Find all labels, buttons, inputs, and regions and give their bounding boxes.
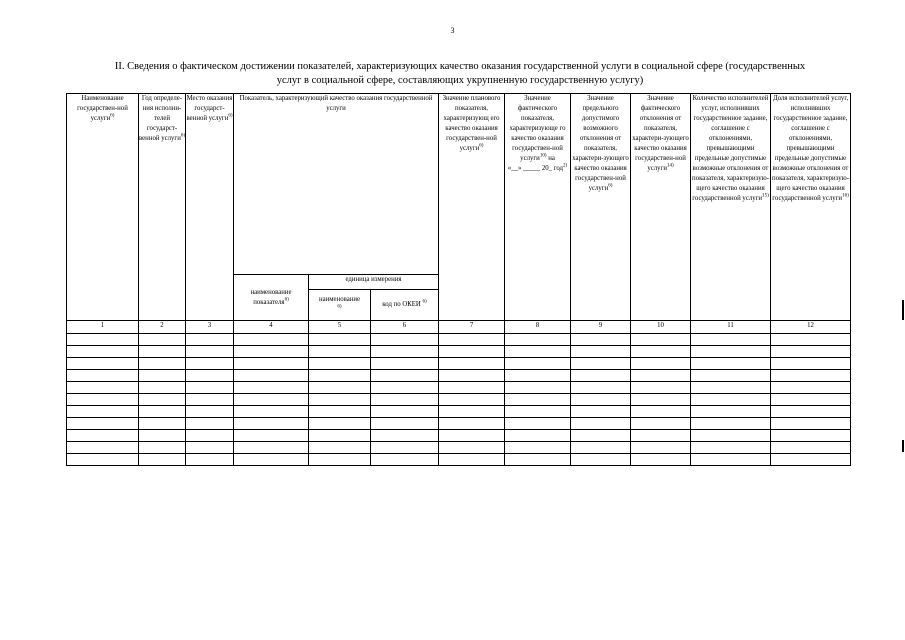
- table-row: [67, 430, 851, 442]
- table-cell[interactable]: [771, 394, 851, 406]
- table-cell[interactable]: [505, 406, 571, 418]
- table-row: [67, 394, 851, 406]
- table-cell[interactable]: [439, 442, 505, 454]
- table-cell[interactable]: [139, 442, 186, 454]
- table-cell[interactable]: [691, 442, 771, 454]
- table-cell[interactable]: [139, 382, 186, 394]
- table-cell[interactable]: [691, 430, 771, 442]
- table-cell[interactable]: [771, 334, 851, 346]
- table-cell[interactable]: [371, 334, 439, 346]
- table-cell[interactable]: [505, 346, 571, 358]
- table-cell[interactable]: [186, 358, 234, 370]
- table-cell[interactable]: [631, 334, 691, 346]
- table-cell[interactable]: [139, 454, 186, 466]
- table-cell[interactable]: [505, 334, 571, 346]
- table-cell[interactable]: [439, 394, 505, 406]
- table-cell[interactable]: [186, 406, 234, 418]
- table-cell[interactable]: [139, 370, 186, 382]
- table-cell[interactable]: [771, 406, 851, 418]
- table-cell[interactable]: [67, 394, 139, 406]
- table-cell[interactable]: [186, 442, 234, 454]
- table-cell[interactable]: [309, 334, 371, 346]
- table-cell[interactable]: [186, 430, 234, 442]
- table-cell[interactable]: [139, 334, 186, 346]
- table-cell[interactable]: [571, 442, 631, 454]
- header-okei-code: код по ОКЕИ $^{6)}$: [371, 290, 439, 321]
- table-cell[interactable]: [505, 394, 571, 406]
- table-cell[interactable]: [234, 394, 309, 406]
- table-cell[interactable]: [309, 406, 371, 418]
- table-cell[interactable]: [139, 394, 186, 406]
- table-row: [67, 334, 851, 346]
- table-cell[interactable]: [691, 358, 771, 370]
- table-row: [67, 382, 851, 394]
- column-number: 1: [67, 321, 139, 334]
- table-cell[interactable]: [371, 430, 439, 442]
- table-cell[interactable]: [691, 370, 771, 382]
- table-cell[interactable]: [771, 430, 851, 442]
- header-planned-value: Значение планового показателя, характеризующ его качество оказания государствен-ной услуги$^{6)}$: [439, 94, 505, 321]
- table-cell[interactable]: [371, 454, 439, 466]
- table-cell[interactable]: [67, 382, 139, 394]
- table-cell[interactable]: [439, 430, 505, 442]
- table-cell[interactable]: [309, 346, 371, 358]
- header-place: Место оказания государст-венной услуги$^{6)}$: [186, 94, 234, 321]
- table-cell[interactable]: [439, 382, 505, 394]
- table-cell[interactable]: [234, 370, 309, 382]
- table-cell[interactable]: [67, 346, 139, 358]
- table-row: [67, 442, 851, 454]
- quality-indicators-table: [66, 93, 851, 466]
- table-cell[interactable]: [691, 454, 771, 466]
- table-cell[interactable]: [571, 358, 631, 370]
- table-cell[interactable]: [439, 406, 505, 418]
- column-number: 5: [309, 321, 371, 334]
- table-cell[interactable]: [771, 358, 851, 370]
- table-cell[interactable]: [309, 418, 371, 430]
- page-number: 3: [450, 26, 455, 35]
- table-cell[interactable]: [571, 346, 631, 358]
- table-cell[interactable]: [371, 406, 439, 418]
- scan-edge-mark: [902, 440, 904, 452]
- table-cell[interactable]: [631, 358, 691, 370]
- table-cell[interactable]: [631, 418, 691, 430]
- table-cell[interactable]: [186, 382, 234, 394]
- table-row: [67, 406, 851, 418]
- table-cell[interactable]: [439, 418, 505, 430]
- table-cell[interactable]: [439, 334, 505, 346]
- header-service-name: Наименование государствен-ной услуги$^{6)}$: [67, 94, 139, 321]
- table-cell[interactable]: [371, 358, 439, 370]
- table-cell[interactable]: [234, 418, 309, 430]
- table-cell[interactable]: [67, 430, 139, 442]
- table-cell[interactable]: [505, 454, 571, 466]
- table-cell[interactable]: [371, 382, 439, 394]
- table-cell[interactable]: [771, 346, 851, 358]
- table-cell[interactable]: [186, 454, 234, 466]
- table-cell[interactable]: [571, 406, 631, 418]
- table-cell[interactable]: [571, 382, 631, 394]
- table-cell[interactable]: [234, 358, 309, 370]
- table-row: [67, 418, 851, 430]
- table-cell[interactable]: [371, 346, 439, 358]
- table-cell[interactable]: [186, 346, 234, 358]
- table-cell[interactable]: [571, 418, 631, 430]
- column-number: 10: [631, 321, 691, 334]
- section-title-line-1: II. Сведения о фактическом достижении показателей, характеризующих качество оказания государственной услуги в социальной сфере (государственных: [114, 61, 806, 72]
- table-cell[interactable]: [67, 358, 139, 370]
- table-cell[interactable]: [309, 454, 371, 466]
- table-cell[interactable]: [439, 346, 505, 358]
- table-cell[interactable]: [309, 442, 371, 454]
- table-cell[interactable]: [505, 418, 571, 430]
- table-cell[interactable]: [505, 370, 571, 382]
- column-number-row: [67, 321, 851, 334]
- table-cell[interactable]: [186, 370, 234, 382]
- header-unit-group: единица измерения: [309, 275, 439, 290]
- table-cell[interactable]: [571, 370, 631, 382]
- table-cell[interactable]: [631, 406, 691, 418]
- table-cell[interactable]: [139, 418, 186, 430]
- column-number: 12: [771, 321, 851, 334]
- table-cell[interactable]: [309, 430, 371, 442]
- table-cell[interactable]: [631, 370, 691, 382]
- column-number: 11: [691, 321, 771, 334]
- table-cell[interactable]: [234, 346, 309, 358]
- table-cell[interactable]: [771, 418, 851, 430]
- table-cell[interactable]: [186, 418, 234, 430]
- table-cell[interactable]: [371, 370, 439, 382]
- header-actual-deviation: Значение фактического отклонения от показателя, характери-зующего качество оказания государствен-ной услуги$^{14)}$: [631, 94, 691, 321]
- data-rows: [67, 334, 851, 466]
- header-year: Год определе-ния исполни-телей государст-венной услуги$^{6)}$: [139, 94, 186, 321]
- table-cell[interactable]: [67, 442, 139, 454]
- table-cell[interactable]: [439, 370, 505, 382]
- table-cell[interactable]: [371, 418, 439, 430]
- column-number: 6: [371, 321, 439, 334]
- header-executors-share: Доля исполнителей услуг, исполнивших государственное задание, соглашение с отклонениями, превышающими предельные допустимые возможные отклонения от показателя, характеризую-щего качество оказания государственной услуги$^{16)}$: [771, 94, 851, 321]
- table-cell[interactable]: [371, 442, 439, 454]
- table-cell[interactable]: [309, 382, 371, 394]
- table-cell[interactable]: [631, 454, 691, 466]
- table-cell[interactable]: [631, 430, 691, 442]
- table-row: [67, 454, 851, 466]
- table-cell[interactable]: [771, 382, 851, 394]
- scan-edge-mark: [902, 300, 904, 320]
- table-cell[interactable]: [67, 418, 139, 430]
- table-row: [67, 370, 851, 382]
- header-indicator-group: Показатель, характеризующий качество оказания государственной услуги: [234, 94, 439, 275]
- table-cell[interactable]: [631, 382, 691, 394]
- column-number: 3: [186, 321, 234, 334]
- header-unit-name: наименование $^{6)}$: [309, 290, 371, 321]
- table-cell[interactable]: [691, 418, 771, 430]
- table-cell[interactable]: [309, 358, 371, 370]
- table-cell[interactable]: [139, 358, 186, 370]
- table-cell[interactable]: [234, 442, 309, 454]
- column-number: 4: [234, 321, 309, 334]
- table-cell[interactable]: [439, 454, 505, 466]
- table-cell[interactable]: [139, 406, 186, 418]
- table-cell[interactable]: [571, 334, 631, 346]
- table-cell[interactable]: [309, 394, 371, 406]
- table-row: [67, 358, 851, 370]
- table-cell[interactable]: [67, 334, 139, 346]
- table-cell[interactable]: [234, 454, 309, 466]
- header-allowed-deviation: Значение предельного допустимого возможного отклонения от показателя, характери-зующего качество оказания государствен-ной услуги$^{6)}$: [571, 94, 631, 321]
- section-title: [60, 60, 860, 88]
- table-cell[interactable]: [139, 430, 186, 442]
- table-cell[interactable]: [691, 382, 771, 394]
- table-cell[interactable]: [691, 406, 771, 418]
- table-cell[interactable]: [571, 454, 631, 466]
- table-cell[interactable]: [771, 442, 851, 454]
- table-cell[interactable]: [691, 346, 771, 358]
- table-cell[interactable]: [571, 430, 631, 442]
- table-cell[interactable]: [631, 394, 691, 406]
- table-cell[interactable]: [505, 430, 571, 442]
- table-cell[interactable]: [234, 334, 309, 346]
- header-actual-value: Значение фактического показателя, характеризующе го качество оказания государствен-ной услуги$^{10)}$ на «__» _____ 20_ год$^{2)}$: [505, 94, 571, 321]
- table-cell[interactable]: [309, 370, 371, 382]
- table-cell[interactable]: [505, 382, 571, 394]
- section-title-line-2: услуг в социальной сфере, составляющих укрупненную государственную услугу): [276, 75, 644, 86]
- table-cell[interactable]: [631, 442, 691, 454]
- table-cell[interactable]: [234, 382, 309, 394]
- table-cell[interactable]: [771, 454, 851, 466]
- table-cell[interactable]: [771, 370, 851, 382]
- table-cell[interactable]: [139, 346, 186, 358]
- header-executors-count: Количество исполнителей услуг, исполнивших государственное задание, соглашение с отклонениями, превышающими предельные допустимые возможные отклонения от показателя, характеризую-щего качество оказания государственной услуги$^{15)}$: [691, 94, 771, 321]
- column-number: 7: [439, 321, 505, 334]
- table-cell[interactable]: [67, 454, 139, 466]
- column-number: 9: [571, 321, 631, 334]
- table-cell[interactable]: [691, 394, 771, 406]
- column-number: 2: [139, 321, 186, 334]
- table-row: [67, 346, 851, 358]
- table-cell[interactable]: [571, 394, 631, 406]
- column-number: 8: [505, 321, 571, 334]
- table-cell[interactable]: [234, 430, 309, 442]
- header-indicator-name: наименование показателя$^{6)}$: [234, 275, 309, 321]
- table-cell[interactable]: [691, 334, 771, 346]
- table-cell[interactable]: [186, 394, 234, 406]
- table-cell[interactable]: [631, 346, 691, 358]
- table-cell[interactable]: [67, 370, 139, 382]
- table-cell[interactable]: [67, 406, 139, 418]
- table-cell[interactable]: [371, 394, 439, 406]
- table-cell[interactable]: [186, 334, 234, 346]
- table-cell[interactable]: [234, 406, 309, 418]
- table-cell[interactable]: [505, 358, 571, 370]
- table-cell[interactable]: [439, 358, 505, 370]
- table-cell[interactable]: [505, 442, 571, 454]
